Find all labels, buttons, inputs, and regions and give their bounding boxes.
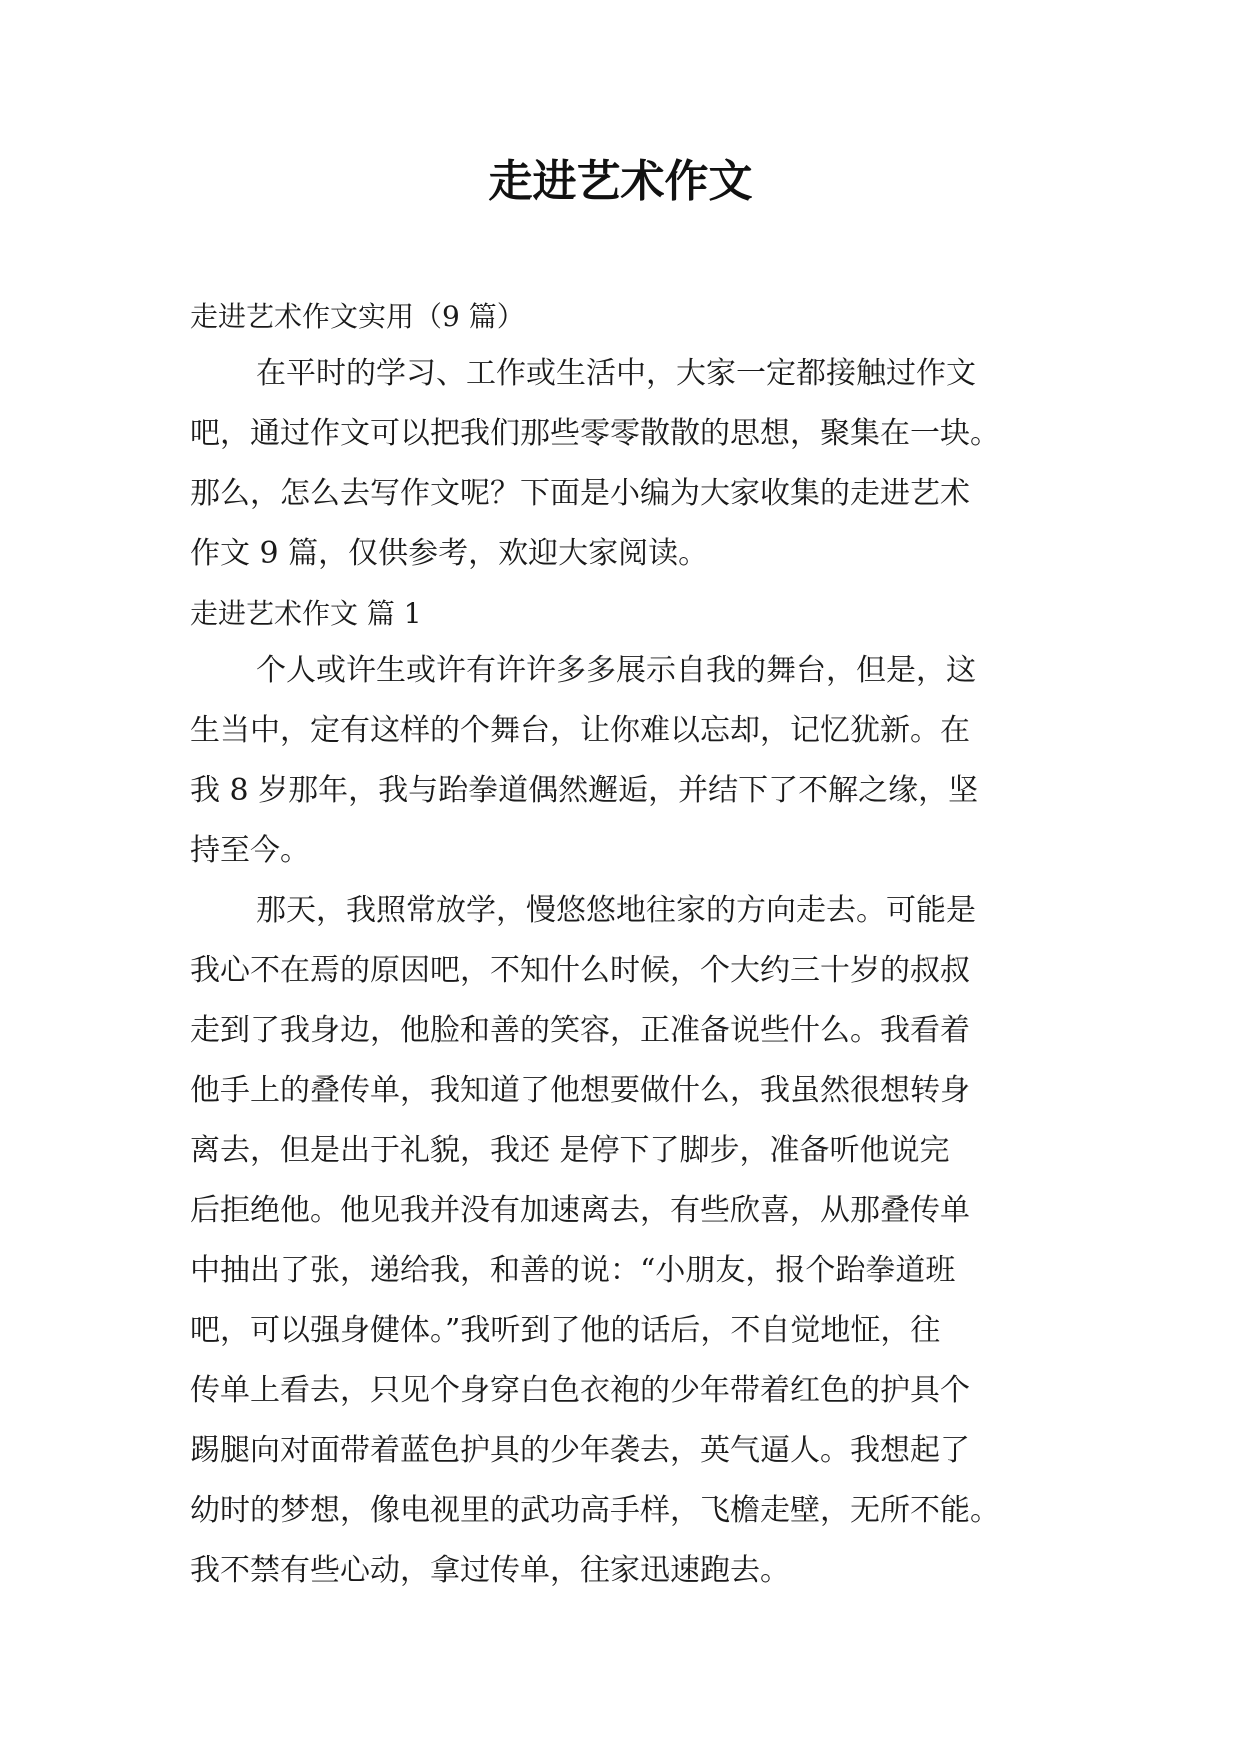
paragraph-line: 吧，可以强身健体。”我听到了他的话后，不自觉地怔，往	[190, 1313, 941, 1348]
paragraph-line: 个人或许生或许有许许多多展示自我的舞台，但是，这	[256, 653, 976, 688]
intro-line: 那么，怎么去写作文呢？下面是小编为大家收集的走进艺术	[190, 476, 970, 511]
intro-line: 作文 9 篇，仅供参考，欢迎大家阅读。	[190, 536, 709, 571]
document-subtitle: 走进艺术作文实用（9 篇）	[190, 300, 525, 333]
paragraph-line: 离去，但是出于礼貌，我还 是停下了脚步，准备听他说完	[190, 1133, 950, 1168]
paragraph-line: 后拒绝他。他见我并没有加速离去，有些欣喜，从那叠传单	[190, 1193, 970, 1228]
paragraph-line: 走到了我身边，他脸和善的笑容，正准备说些什么。我看着	[190, 1013, 970, 1048]
paragraph-line: 中抽出了张，递给我，和善的说：“小朋友，报个跆拳道班	[190, 1253, 956, 1288]
intro-line: 在平时的学习、工作或生活中，大家一定都接触过作文	[256, 356, 976, 391]
paragraph-line: 传单上看去，只见个身穿白色衣袍的少年带着红色的护具个	[190, 1373, 970, 1408]
paragraph-line: 持至今。	[190, 833, 310, 868]
paragraph-line: 他手上的叠传单，我知道了他想要做什么，我虽然很想转身	[190, 1073, 970, 1108]
section-heading: 走进艺术作文 篇 1	[190, 597, 422, 630]
paragraph-line: 我心不在焉的原因吧，不知什么时候，个大约三十岁的叔叔	[190, 953, 970, 988]
intro-line: 吧，通过作文可以把我们那些零零散散的思想，聚集在一块。	[190, 416, 1000, 451]
paragraph-line: 幼时的梦想，像电视里的武功高手样，飞檐走壁，无所不能。	[190, 1493, 1000, 1528]
paragraph-line: 我 8 岁那年，我与跆拳道偶然邂逅，并结下了不解之缘，坚	[190, 773, 979, 808]
paragraph-line: 生当中，定有这样的个舞台，让你难以忘却，记忆犹新。在	[190, 713, 970, 748]
document-body	[190, 287, 1050, 1601]
document-title: 走进艺术作文	[488, 156, 753, 207]
paragraph-line: 我不禁有些心动，拿过传单，往家迅速跑去。	[190, 1553, 790, 1588]
paragraph-line: 那天，我照常放学，慢悠悠地往家的方向走去。可能是	[256, 893, 976, 928]
paragraph-line: 踢腿向对面带着蓝色护具的少年袭去，英气逼人。我想起了	[190, 1433, 970, 1468]
